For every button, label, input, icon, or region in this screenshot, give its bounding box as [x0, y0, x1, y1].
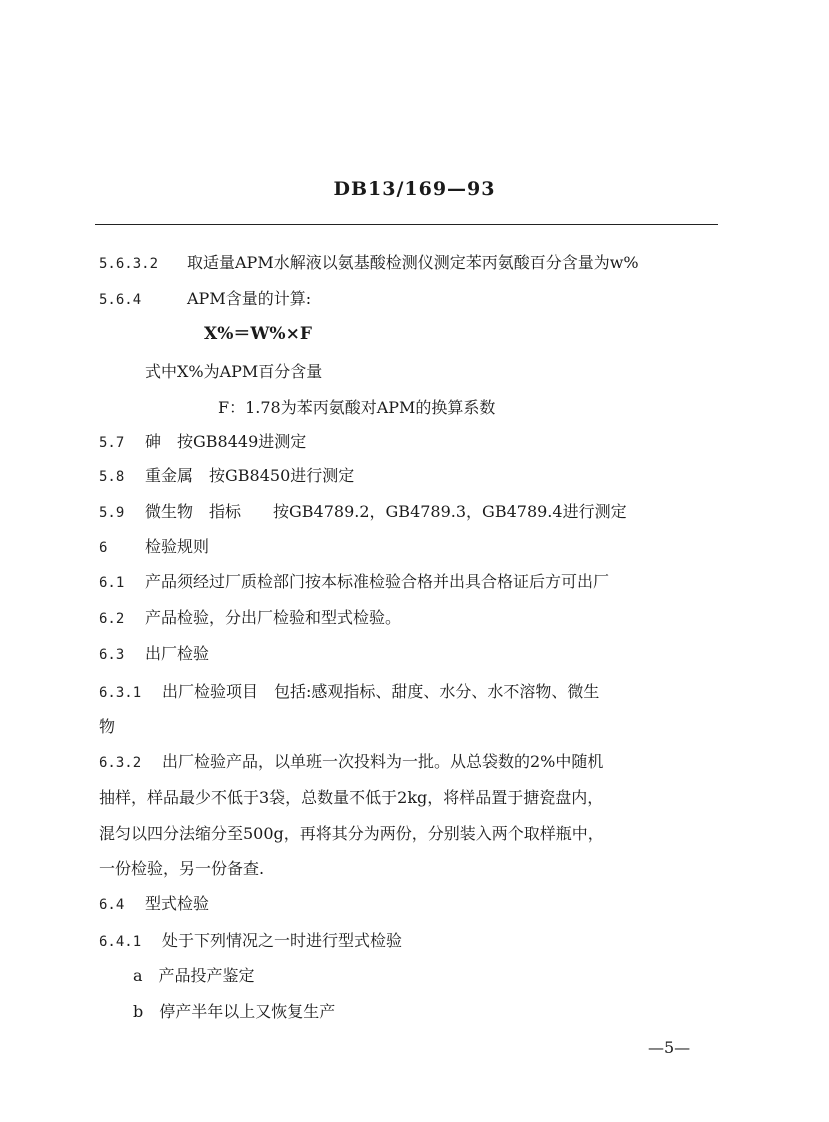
clause-text: 取适量APM水解液以氨基酸检测仪测定苯丙氨酸百分含量为w% — [187, 253, 639, 272]
clause-number: 6.4 — [99, 897, 125, 913]
document-code-header: DB13/169—93 — [333, 178, 496, 200]
clause-number: 6.3.1 — [99, 685, 142, 701]
clause-text-continuation: 抽样，样品最少不低于3袋，总数量不低于2kg，将样品置于搪瓷盘内， — [99, 788, 604, 807]
clause-text: 出厂检验产品，以单班一次投料为一批。从总袋数的2%中随机 — [162, 752, 604, 771]
clause-text: 处于下列情况之一时进行型式检验 — [162, 931, 403, 950]
page-number: —5— — [648, 1038, 691, 1057]
section-heading: 检验规则 — [145, 537, 210, 556]
clause-number: 5.9 — [99, 505, 125, 521]
header-divider — [95, 224, 718, 225]
clause-text: 出厂检验项目 包括:感观指标、甜度、水分、水不溶物、微生 — [162, 682, 600, 701]
clause-number: 6.4.1 — [99, 934, 142, 950]
clause-number: 5.8 — [99, 469, 125, 485]
list-item: b 停产半年以上又恢复生产 — [133, 1002, 336, 1021]
formula-line: X%＝W%×F — [204, 324, 312, 344]
clause-text: 出厂检验 — [145, 644, 210, 663]
formula-definition: F：1.78为苯丙氨酸对APM的换算系数 — [218, 398, 496, 417]
list-item: a 产品投产鉴定 — [133, 966, 255, 985]
clause-number: 6 — [99, 540, 108, 556]
clause-number: 5.7 — [99, 435, 125, 451]
formula-definition: 式中X%为APM百分含量 — [145, 362, 323, 381]
clause-number: 6.3 — [99, 647, 125, 663]
clause-text-continuation: 一份检验，另一份备查. — [99, 859, 265, 878]
clause-text: 产品须经过厂质检部门按本标准检验合格并出具合格证后方可出厂 — [145, 572, 610, 591]
clause-number: 6.3.2 — [99, 755, 142, 771]
clause-text-continuation: 混匀以四分法缩分至500g，再将其分为两份，分别装入两个取样瓶中， — [99, 824, 604, 843]
clause-text: APM含量的计算: — [187, 289, 312, 308]
clause-text-continuation: 物 — [99, 717, 116, 736]
clause-number: 5.6.3.2 — [99, 256, 159, 272]
clause-text: 产品检验，分出厂检验和型式检验。 — [145, 608, 402, 627]
clause-number: 6.2 — [99, 611, 125, 627]
clause-number: 6.1 — [99, 575, 125, 591]
clause-number: 5.6.4 — [99, 292, 142, 308]
clause-text: 砷 按GB8449进测定 — [145, 432, 307, 451]
clause-text: 型式检验 — [145, 894, 210, 913]
clause-text: 微生物 指标 按GB4789.2，GB4789.3，GB4789.4进行测定 — [145, 502, 627, 521]
clause-text: 重金属 按GB8450进行测定 — [145, 466, 355, 485]
